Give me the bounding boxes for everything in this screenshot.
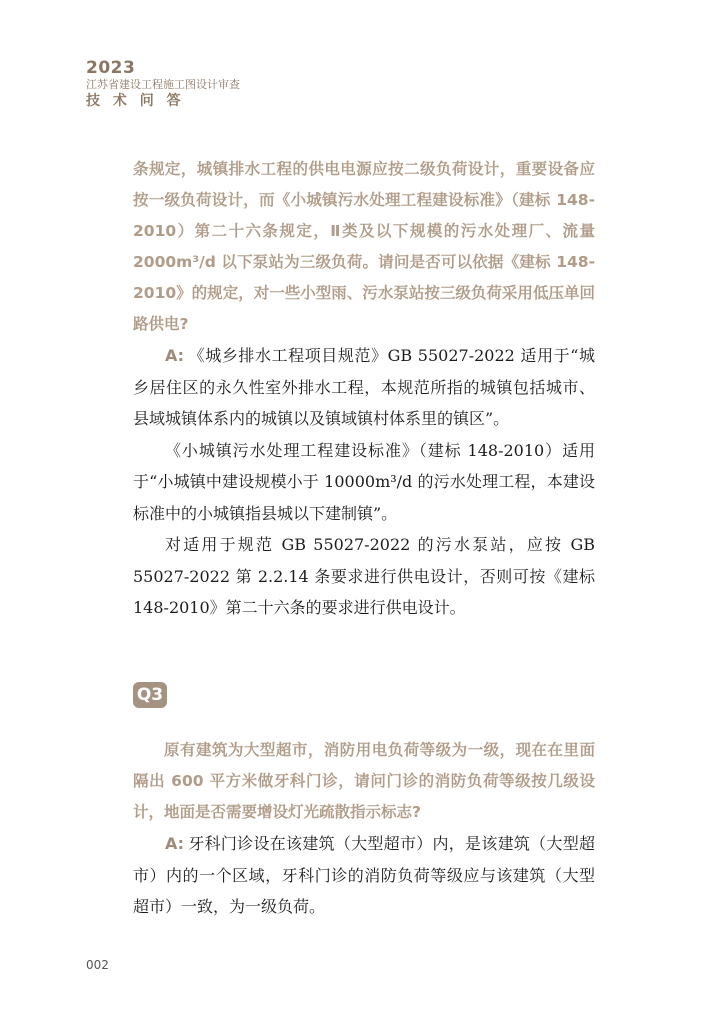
q2-answer-p1 [133, 340, 595, 435]
q2-answer-p3: 对适用于规范 GB 55027-2022 的污水泵站，应按 GB 55027-2022 第 2.2.14 条要求进行供电设计，否则可按《建标 148-2010》第二十六条的要求进行供电设计。 [133, 535, 595, 617]
header-org: 江苏省建设工程施工图设计审查 [86, 78, 240, 91]
q2-answer-p2: 《小城镇污水处理工程建设标准》（建标 148-2010）适用于“小城镇中建设规模小于 10000m³/d 的污水处理工程，本建设标准中的小城镇指县城以下建制镇”。 [133, 440, 595, 523]
q3-section [133, 735, 595, 923]
q3-answer-label: A: [165, 834, 185, 853]
q3-answer-p1 [133, 828, 595, 923]
q2-answer-p1-text: 《城乡排水工程项目规范》GB 55027-2022 适用于“城乡居住区的永久性室外排水工程，本规范所指的城镇包括城市、县域城镇体系内的城镇以及镇域镇村体系里的镇区”。 [133, 346, 595, 428]
header-subtitle: 技 术 问 答 [86, 93, 185, 109]
header-year: 2023 [86, 58, 136, 78]
q3-answer-p1-text: 牙科门诊设在该建筑（大型超市）内，是该建筑（大型超市）内的一个区域，牙科门诊的消防负荷等级应与该建筑（大型超市）一致，为一级负荷。 [133, 834, 595, 916]
q2-section [133, 154, 595, 624]
page-number: 002 [86, 958, 109, 972]
page-header [86, 58, 286, 111]
q2-answer-label: A: [165, 346, 185, 365]
q2-question: 条规定，城镇排水工程的供电电源应按二级负荷设计，重要设备应按一级负荷设计，而《小城镇污水处理工程建设标准》（建标 148-2010）第二十六条规定，Ⅱ类及以下规模的污水处理厂、流量 2000m³/d 以下泵站为三级负荷。请问是否可以依据《建标 148-2010》的规定，对一些小型雨、污水泵站按三级负荷采用低压单回路供电? [133, 160, 595, 333]
q3-badge: Q3 [133, 682, 167, 708]
q3-question: 原有建筑为大型超市，消防用电负荷等级为一级，现在在里面隔出 600 平方米做牙科门诊，请问门诊的消防负荷等级按几级设计，地面是否需要增设灯光疏散指示标志? [133, 741, 595, 821]
